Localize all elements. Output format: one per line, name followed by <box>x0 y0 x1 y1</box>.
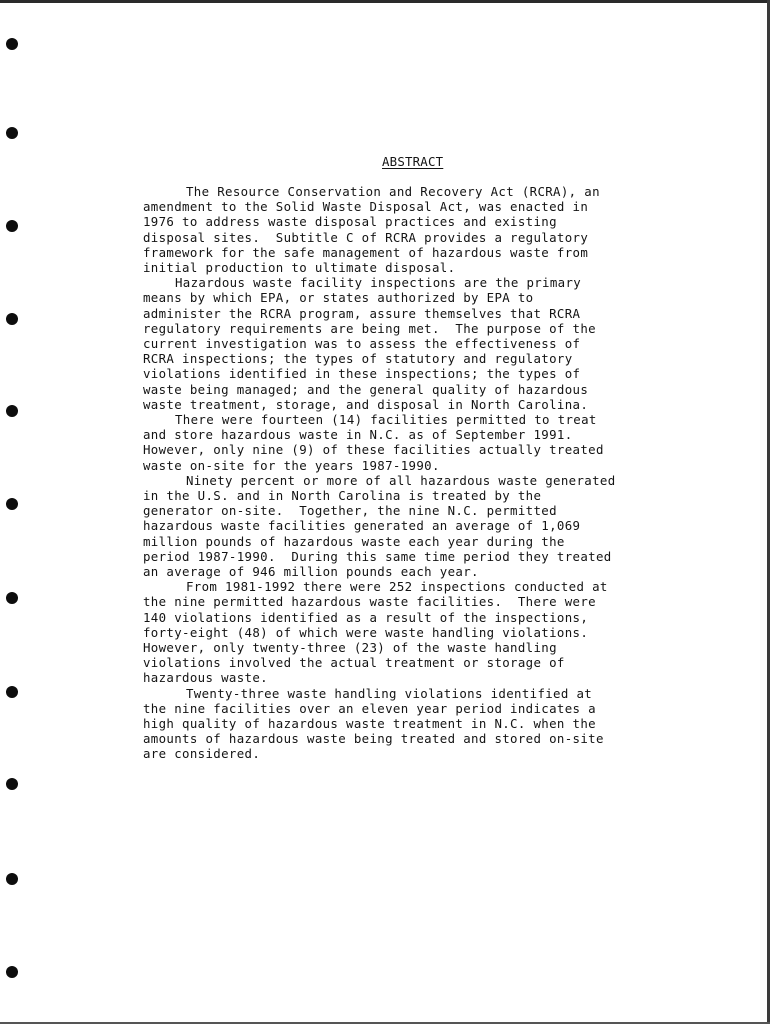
paragraph-line: means by which EPA, or states authorized by EPA to <box>143 290 534 306</box>
paragraph-first-line: Hazardous waste facility inspections are the primary <box>175 275 582 291</box>
punch-hole <box>6 966 18 978</box>
punch-hole <box>6 220 18 232</box>
paragraph-line: million pounds of hazardous waste each year during the <box>143 533 565 549</box>
paragraph-line: disposal sites. Subtitle C of RCRA provides a regulatory <box>143 229 589 245</box>
paragraph-line: amounts of hazardous waste being treated and stored on-site <box>143 731 604 747</box>
paragraph-line: initial production to ultimate disposal. <box>143 260 456 275</box>
paragraph-line: generator on-site. Together, the nine N.C. permitted <box>143 503 557 519</box>
paragraph-line: the nine permitted hazardous waste facilities. There were <box>143 594 596 610</box>
punch-hole <box>6 778 18 790</box>
punch-hole <box>6 873 18 885</box>
paragraph-line: the nine facilities over an eleven year period indicates a <box>143 700 596 716</box>
paragraph-line: forty-eight (48) of which were waste handling violations. <box>143 624 589 640</box>
paragraph-line: period 1987-1990. During this same time period they treated <box>143 548 612 564</box>
paragraph-line: current investigation was to assess the effectiveness of <box>143 336 581 351</box>
paragraph-line: in the U.S. and in North Carolina is treated by the <box>143 488 542 503</box>
paragraph-line: an average of 946 million pounds each year. <box>143 564 479 579</box>
punch-hole <box>6 405 18 417</box>
paragraph-line: hazardous waste. <box>143 670 268 686</box>
paragraph-line: violations identified in these inspections; the types of <box>143 366 581 382</box>
paragraph-first-line: There were fourteen (14) facilities permitted to treat <box>175 412 597 427</box>
punch-hole <box>6 592 18 604</box>
document-title: ABSTRACT <box>382 154 444 169</box>
paragraph-line: high quality of hazardous waste treatment in N.C. when the <box>143 716 596 731</box>
paragraph-line: However, only twenty-three (23) of the waste handling <box>143 640 557 655</box>
paragraph-line: and store hazardous waste in N.C. as of September 1991. <box>143 427 573 443</box>
paragraph-line: However, only nine (9) of these facilities actually treated <box>143 442 604 458</box>
paragraph-line: are considered. <box>143 746 261 762</box>
paragraph-line: 140 violations identified as a result of the inspections, <box>143 609 589 625</box>
paragraph-line: waste on-site for the years 1987-1990. <box>143 457 440 473</box>
punch-hole <box>6 686 18 698</box>
paragraph-first-line: Ninety percent or more of all hazardous waste generated <box>186 472 616 488</box>
punch-hole <box>6 498 18 510</box>
punch-hole <box>6 313 18 325</box>
paragraph-line: violations involved the actual treatment or storage of <box>143 655 565 671</box>
paragraph-first-line: From 1981-1992 there were 252 inspections conducted at <box>186 579 608 595</box>
paragraph-line: administer the RCRA program, assure themselves that RCRA <box>143 305 581 321</box>
paragraph-line: amendment to the Solid Waste Disposal Act, was enacted in <box>143 199 589 215</box>
paragraph-line: hazardous waste facilities generated an average of 1,069 <box>143 518 581 534</box>
paragraph-line: regulatory requirements are being met. The purpose of the <box>143 320 596 336</box>
paragraph-line: 1976 to address waste disposal practices and existing <box>143 214 557 230</box>
paragraph-first-line: The Resource Conservation and Recovery Act (RCRA), an <box>186 184 600 199</box>
paragraph-line: waste being managed; and the general quality of hazardous <box>143 381 589 397</box>
paragraph-line: waste treatment, storage, and disposal in North Carolina. <box>143 396 589 412</box>
scan-edge-top <box>0 0 770 3</box>
paragraph-first-line: Twenty-three waste handling violations identified at <box>186 685 593 701</box>
punch-hole <box>6 38 18 50</box>
paragraph-line: framework for the safe management of hazardous waste from <box>143 244 589 260</box>
paragraph-line: RCRA inspections; the types of statutory and regulatory <box>143 351 573 367</box>
punch-hole <box>6 127 18 139</box>
